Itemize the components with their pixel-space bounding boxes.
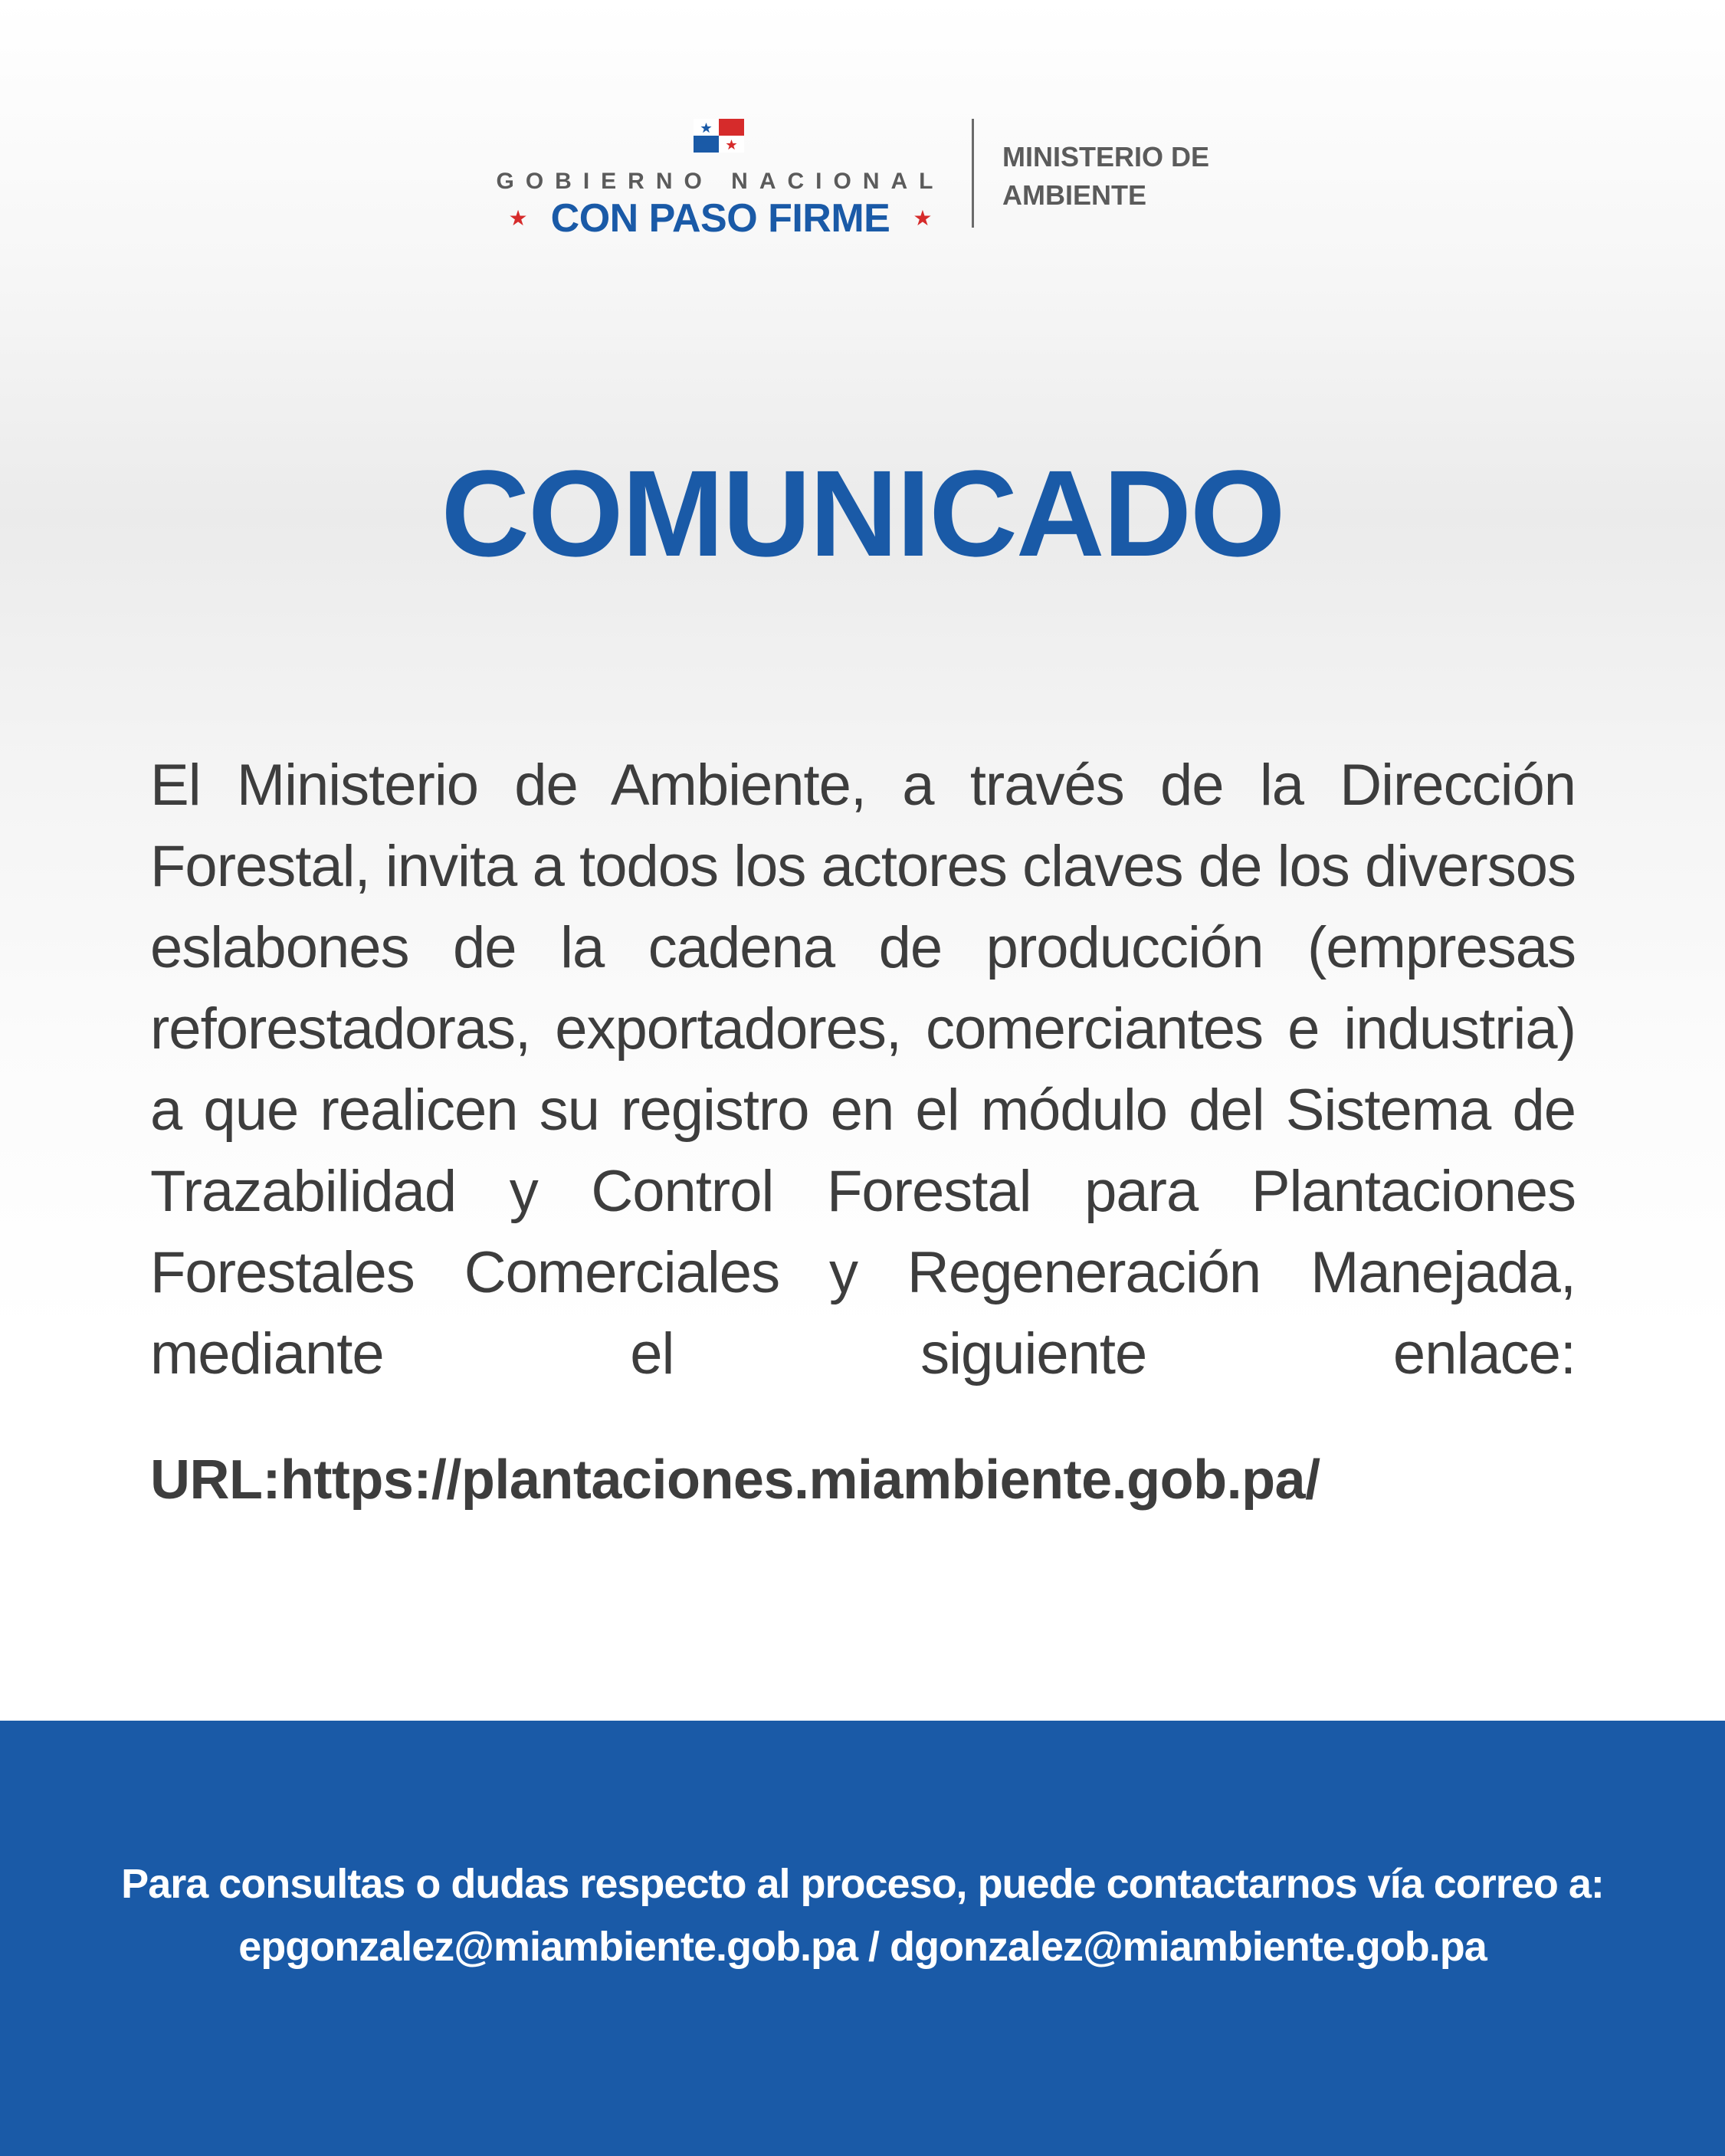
contact-emails[interactable]: epgonzalez@miambiente.gob.pa / dgonzalez@miambiente.gob.pa: [238, 1924, 1487, 1970]
header-divider: [972, 119, 974, 228]
government-slogan-row: [490, 192, 950, 245]
ministry-line1: MINISTERIO DE: [1002, 141, 1210, 172]
contact-footer: [0, 1721, 1725, 2156]
contact-line1: Para consultas o dudas respecto al proceso, puede contactarnos vía correo a:: [121, 1861, 1604, 1907]
registration-url[interactable]: URL:https://plantaciones.miambiente.gob.pa/: [150, 1449, 1320, 1511]
star-icon: ★: [508, 206, 528, 230]
page-title: COMUNICADO: [441, 445, 1284, 582]
header: [0, 115, 1725, 241]
government-slogan: CON PASO FIRME: [550, 196, 890, 241]
contact-text: [0, 1852, 1725, 1978]
star-icon: ★: [913, 206, 933, 230]
ministry-line2: AMBIENTE: [1002, 179, 1146, 211]
panama-flag-icon: [694, 119, 744, 153]
announcement-paragraph: El Ministerio de Ambiente, a través de la Dirección Forestal, invita a todos los actores claves de los diversos eslabones de la cadena de producción (empresas reforestadoras, exportadores, comerciantes e industria) a que realicen su registro en el módulo del Sistema de Trazabilidad y Control Forestal para Plantaciones Forestales Comerciales y Regeneración Manejada, mediante el siguiente enlace:: [150, 753, 1576, 1386]
government-name: GOBIERNO NACIONAL: [496, 169, 945, 194]
ministry-name: [1002, 138, 1209, 215]
